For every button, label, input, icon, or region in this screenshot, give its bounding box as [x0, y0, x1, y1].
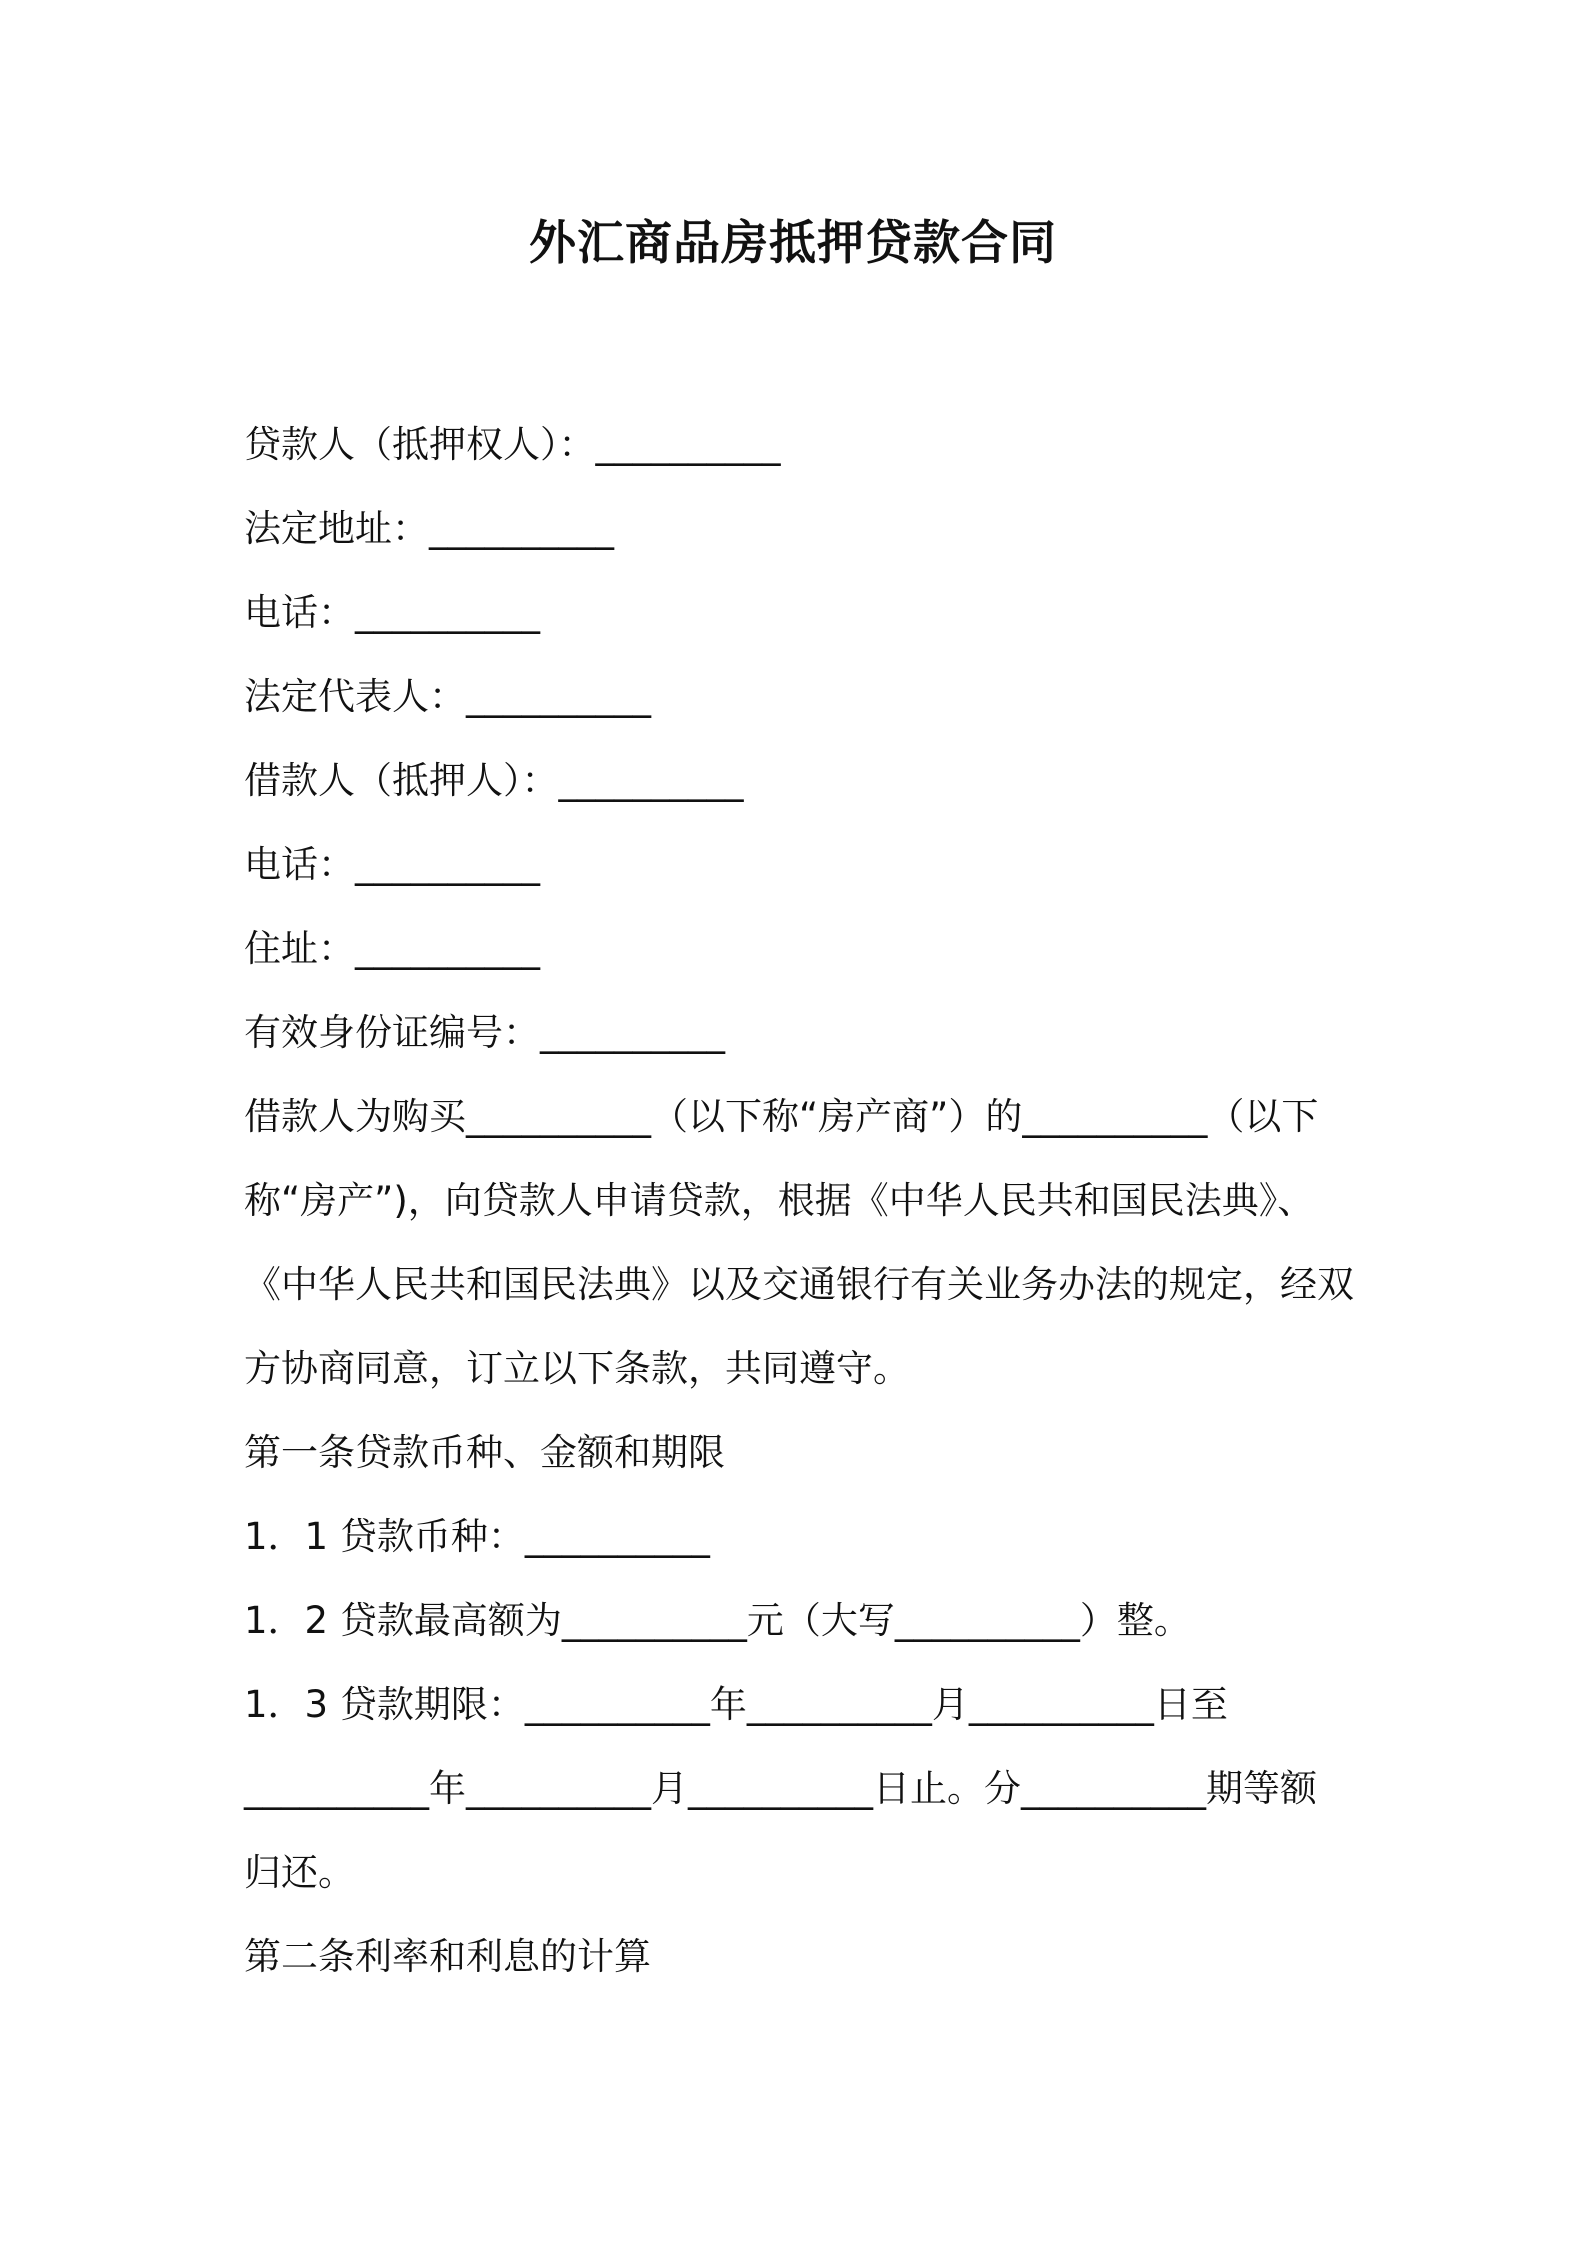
article-1-heading: 第一条贷款币种、金额和期限	[244, 1431, 725, 1474]
intro-paragraph-line: 称“房产”)，向贷款人申请贷款，根据《中华人民共和国民法典》、	[244, 1179, 1315, 1222]
article-2-heading: 第二条利率和利息的计算	[244, 1935, 651, 1978]
field-legal-representative: 法定代表人：__________	[244, 675, 651, 718]
field-borrower-phone: 电话：__________	[244, 843, 540, 886]
intro-paragraph-line: 方协商同意，订立以下条款，共同遵守。	[244, 1347, 910, 1390]
document-title: 外汇商品房抵押贷款合同	[529, 216, 1057, 271]
article-1-item-3-line: 1．3 贷款期限：__________年__________月__________日至	[244, 1683, 1228, 1726]
field-lender: 贷款人（抵押权人）：__________	[244, 423, 781, 466]
field-lender-address: 法定地址：__________	[244, 507, 614, 550]
field-borrower-address: 住址：__________	[244, 927, 540, 970]
intro-paragraph-line: 借款人为购买__________（以下称“房产商”）的__________（以下	[244, 1095, 1319, 1138]
document-body	[244, 403, 1364, 1999]
article-1-item-2: 1．2 贷款最高额为__________元（大写__________）整。	[244, 1599, 1191, 1642]
article-1-item-3-line: __________年__________月__________日止。分__________期等额	[244, 1767, 1317, 1810]
field-lender-phone: 电话：__________	[244, 591, 540, 634]
field-borrower: 借款人（抵押人）：__________	[244, 759, 744, 802]
field-id-number: 有效身份证编号：__________	[244, 1011, 725, 1054]
intro-paragraph-line: 《中华人民共和国民法典》以及交通银行有关业务办法的规定，经双	[244, 1263, 1354, 1306]
article-1-item-3-line: 归还。	[244, 1851, 355, 1894]
article-1-item-1: 1．1 贷款币种：__________	[244, 1515, 710, 1558]
